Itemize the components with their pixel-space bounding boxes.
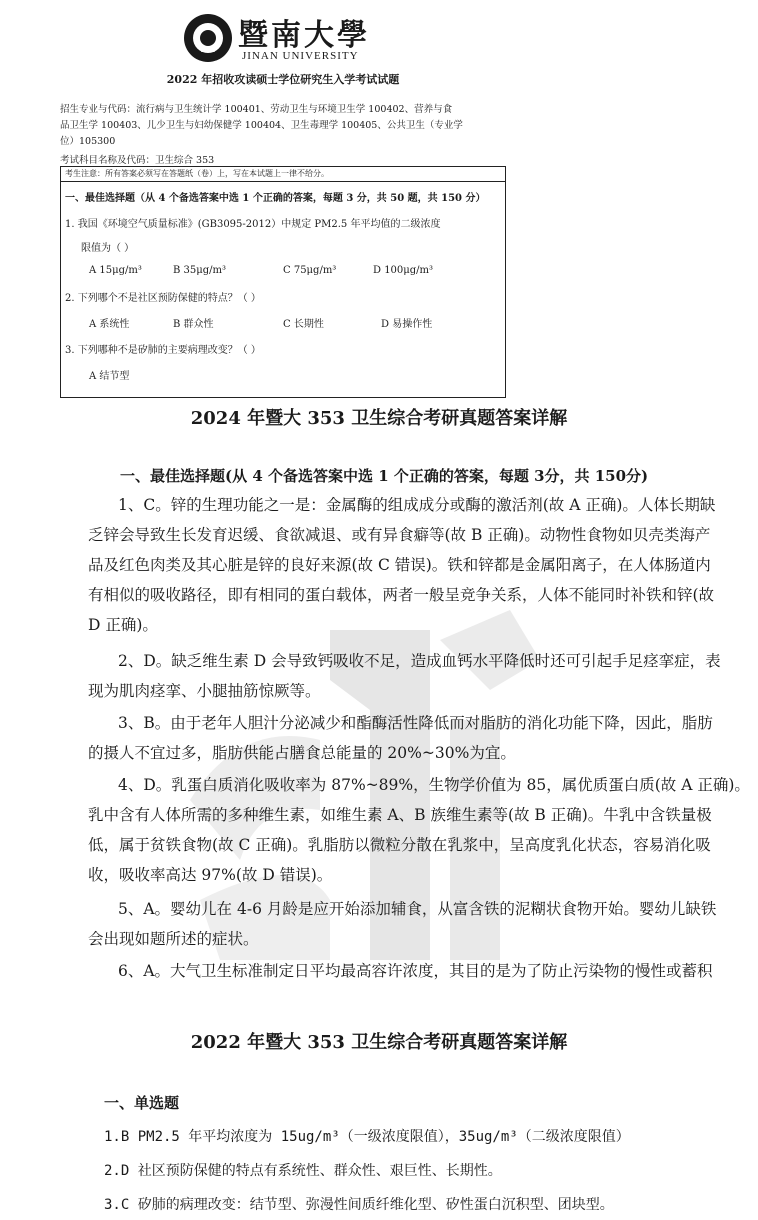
answer-line: 乏锌会导致生长发育迟缓、食欲减退、或有异食癖等(故 B 正确)。动物性食物如贝壳类海产 bbox=[88, 526, 711, 544]
answers-2022-title: 2022 年暨大 353 卫生综合考研真题答案详解 bbox=[190, 1032, 568, 1053]
answer-line: 3.C 矽肺的病理改变：结节型、弥漫性间质纤维化型、矽性蛋白沉积型、团块型。 bbox=[104, 1197, 614, 1213]
university-seal-icon: 1906 bbox=[184, 14, 232, 62]
answer-line: 收，吸收率高达 97%(故 D 错误)。 bbox=[88, 866, 333, 884]
answer-line: 的摄人不宜过多，脂肪供能占膳食总能量的 20%~30%为宜。 bbox=[88, 744, 516, 762]
q1-option-d: D 100μg/m³ bbox=[373, 265, 434, 276]
question-1-line-1: 1. 我国《环境空气质量标准》(GB3095-2012）中规定 PM2.5 年平均值的二级浓度 bbox=[65, 219, 441, 230]
q2-option-a: A 系统性 bbox=[89, 319, 130, 330]
answer-line: D 正确)。 bbox=[88, 616, 158, 634]
answers-2024-section-heading: 一、最佳选择题(从 4 个备选答案中选 1 个正确的答案，每题 3分，共 150分) bbox=[120, 467, 649, 485]
answer-line: 5、A。婴幼儿在 4-6 月龄是应开始添加辅食，从富含铁的泥糊状食物开始。婴幼儿缺铁 bbox=[118, 900, 717, 918]
q2-option-b: B 群众性 bbox=[173, 319, 214, 330]
answer-line: 有相似的吸收路径，即有相同的蛋白载体，两者一般呈竞争关系，人体不能同时补铁和锌(故 bbox=[88, 586, 715, 604]
answer-line: 2、D。缺乏维生素 D 会导致钙吸收不足，造成血钙水平降低时还可引起手足痉挛症，表 bbox=[118, 652, 721, 670]
logo-english-name: JINAN UNIVERSITY bbox=[242, 50, 359, 62]
q2-option-c: C 长期性 bbox=[283, 319, 324, 330]
exam-majors: 招生专业与代码：流行病与卫生统计学 100401、劳动卫生与环境卫生学 100402、营养与食 品卫生学 100403、儿少卫生与妇幼保健学 100404、卫生毒理学 100405、公共卫生（专业学 位）105300 bbox=[60, 104, 463, 147]
exam-paper-excerpt bbox=[58, 8, 508, 382]
q1-option-b: B 35μg/m³ bbox=[173, 265, 227, 276]
exam-section-heading: 一、最佳选择题（从 4 个备选答案中选 1 个正确的答案，每题 3 分，共 50 题，共 150 分） bbox=[65, 193, 486, 204]
answer-line: 2.D 社区预防保健的特点有系统性、群众性、艰巨性、长期性。 bbox=[104, 1163, 502, 1179]
exam-title: 2022 年招收攻读硕士学位研究生入学考试试题 bbox=[166, 73, 400, 86]
answer-line: 会出现如题所述的症状。 bbox=[88, 930, 259, 948]
answer-line: 6、A。大气卫生标准制定日平均最高容许浓度，其目的是为了防止污染物的慢性或蓄积 bbox=[118, 962, 713, 980]
answer-line: 现为肌肉痉挛、小腿抽筋惊厥等。 bbox=[88, 682, 321, 700]
exam-subject: 考试科目名称及代码：卫生综合 353 bbox=[60, 155, 215, 166]
q1-option-a: A 15μg/m³ bbox=[89, 265, 142, 276]
university-logo bbox=[184, 12, 434, 68]
answer-line: 1、C。锌的生理功能之一是：金属酶的组成成分或酶的激活剂(故 A 正确)。人体长期缺 bbox=[118, 496, 716, 514]
answer-line: 4、D。乳蛋白质消化吸收率为 87%~89%，生物学价值为 85，属优质蛋白质(故 A 正确)。 bbox=[118, 776, 750, 794]
q2-option-d: D 易操作性 bbox=[381, 319, 433, 330]
question-2: 2. 下列哪个不是社区预防保健的特点？（ ） bbox=[65, 293, 261, 304]
answer-line: 乳中含有人体所需的多种维生素，如维生素 A、B 族维生素等(故 B 正确)。牛乳中含铁量极 bbox=[88, 806, 712, 824]
exam-notice: 考生注意：所有答案必须写在答题纸（卷）上，写在本试题上一律不给分。 bbox=[61, 167, 505, 182]
q3-option-a: A 结节型 bbox=[89, 371, 130, 382]
logo-chinese-name: 暨南大學 bbox=[238, 18, 370, 53]
question-3: 3. 下列哪种不是矽肺的主要病理改变？（ ） bbox=[65, 345, 261, 356]
answer-line: 3、B。由于老年人胆汁分泌减少和酯酶活性降低而对脂肪的消化功能下降，因此，脂肪 bbox=[118, 714, 713, 732]
answer-line: 低，属于贫铁食物(故 C 正确)。乳脂肪以微粒分散在乳浆中，呈高度乳化状态，容易消化吸 bbox=[88, 836, 711, 854]
question-1-line-2: 限值为（ ） bbox=[81, 243, 135, 254]
q1-option-c: C 75μg/m³ bbox=[283, 265, 337, 276]
answer-line: 1.B PM2.5 年平均浓度为 15ug/m³（一级浓度限值），35ug/m³（二级浓度限值） bbox=[104, 1129, 630, 1145]
answer-line: 品及红色肉类及其心脏是锌的良好来源(故 C 错误)。铁和锌都是金属阳离子，在人体肠道内 bbox=[88, 556, 711, 574]
question-box bbox=[60, 166, 506, 398]
answers-2022-section-heading: 一、单选题 bbox=[104, 1094, 180, 1112]
answers-2024-title: 2024 年暨大 353 卫生综合考研真题答案详解 bbox=[190, 408, 568, 429]
